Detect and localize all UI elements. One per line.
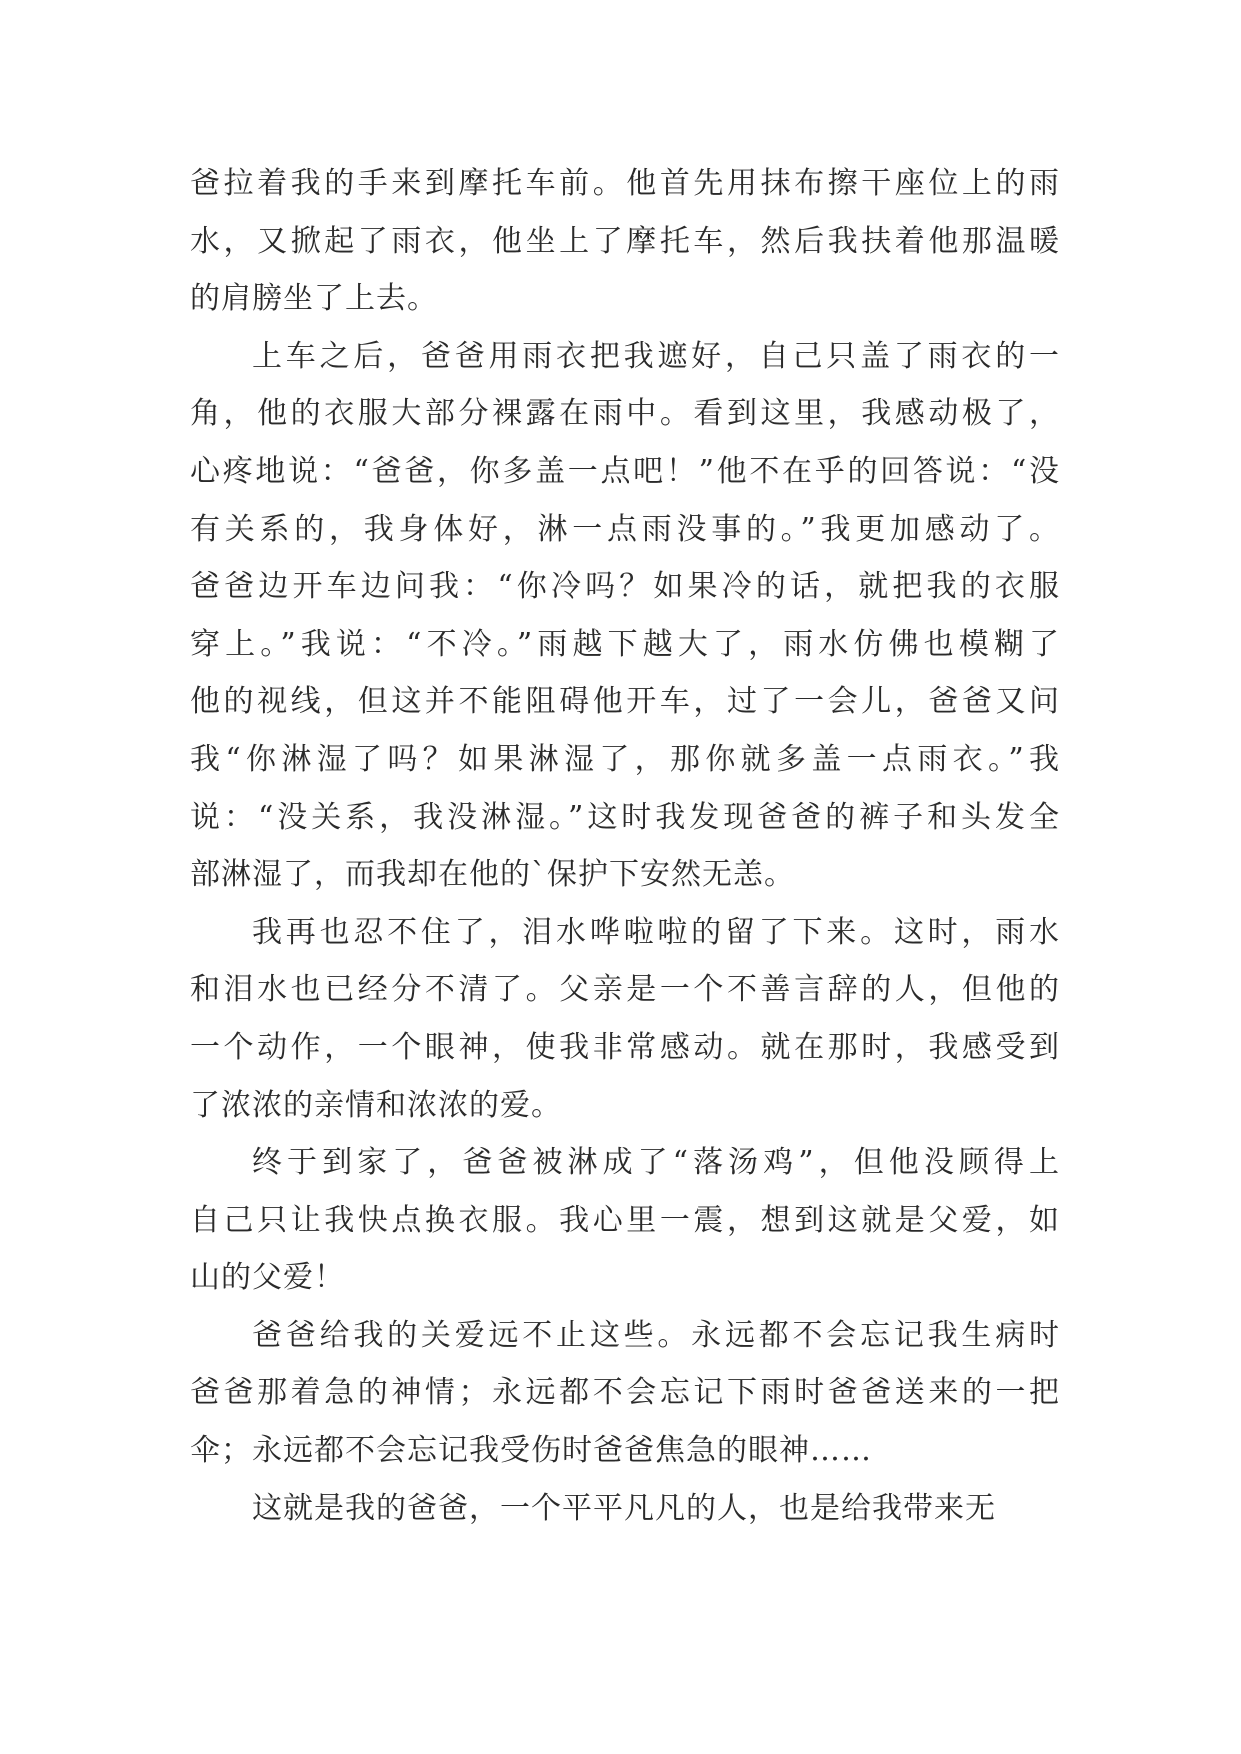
paragraph: [190, 1307, 1060, 1480]
text-line: 角，他的衣服大部分裸露在雨中。看到这里，我感动极了，: [190, 396, 1060, 432]
body-text: [190, 155, 1060, 1537]
text-line: 一个动作，一个眼神，使我非常感动。就在那时，我感受到: [190, 1029, 1060, 1065]
paragraph: [190, 155, 1060, 328]
text-line: 爸爸边开车边问我：“你冷吗？如果冷的话，就把我的衣服: [190, 569, 1060, 605]
text-line: 上车之后，爸爸用雨衣把我遮好，自己只盖了雨衣的一: [252, 338, 1060, 374]
text-line: 他的视线，但这并不能阻碍他开车，过了一会儿，爸爸又问: [190, 684, 1060, 720]
text-line: 部淋湿了，而我却在他的`保护下安然无恙。: [190, 857, 795, 893]
text-line: 爸拉着我的手来到摩托车前。他首先用抹布擦干座位上的雨: [190, 166, 1060, 201]
text-line: 爸爸那着急的神情；永远都不会忘记下雨时爸爸送来的一把: [190, 1375, 1060, 1411]
text-line: 说：“没关系，我没淋湿。”这时我发现爸爸的裤子和头发全: [190, 799, 1060, 835]
paragraph: [190, 904, 1060, 1134]
text-line: 和泪水也已经分不清了。父亲是一个不善言辞的人，但他的: [190, 972, 1060, 1008]
text-line: 了浓浓的亲情和浓浓的爱。: [190, 1087, 562, 1123]
text-line: 伞；永远都不会忘记我受伤时爸爸焦急的眼神……: [190, 1433, 872, 1469]
text-line: 有关系的，我身体好，淋一点雨没事的。”我更加感动了。: [190, 511, 1060, 547]
paragraph: [190, 328, 1060, 904]
paragraph: [190, 1480, 1060, 1538]
text-line: 自己只让我快点换衣服。我心里一震，想到这就是父爱，如: [190, 1202, 1060, 1238]
text-line: 山的父爱！: [190, 1260, 345, 1296]
text-line: 的肩膀坐了上去。: [190, 281, 438, 317]
text-line: 我再也忍不住了，泪水哗啦啦的留了下来。这时，雨水: [252, 914, 1060, 950]
paragraph: [190, 1134, 1060, 1307]
text-line: 这就是我的爸爸，一个平平凡凡的人，也是给我带来无: [252, 1490, 996, 1526]
text-line: 终于到家了，爸爸被淋成了“落汤鸡”，但他没顾得上: [252, 1145, 1060, 1181]
text-line: 爸爸给我的关爱远不止这些。永远都不会忘记我生病时: [252, 1317, 1060, 1353]
text-line: 穿上。”我说：“不冷。”雨越下越大了，雨水仿佛也模糊了: [190, 626, 1060, 662]
text-line: 我“你淋湿了吗？如果淋湿了，那你就多盖一点雨衣。”我: [190, 741, 1060, 777]
text-line: 心疼地说：“爸爸，你多盖一点吧！”他不在乎的回答说：“没: [190, 453, 1060, 489]
text-line: 水，又掀起了雨衣，他坐上了摩托车，然后我扶着他那温暖: [190, 223, 1060, 259]
